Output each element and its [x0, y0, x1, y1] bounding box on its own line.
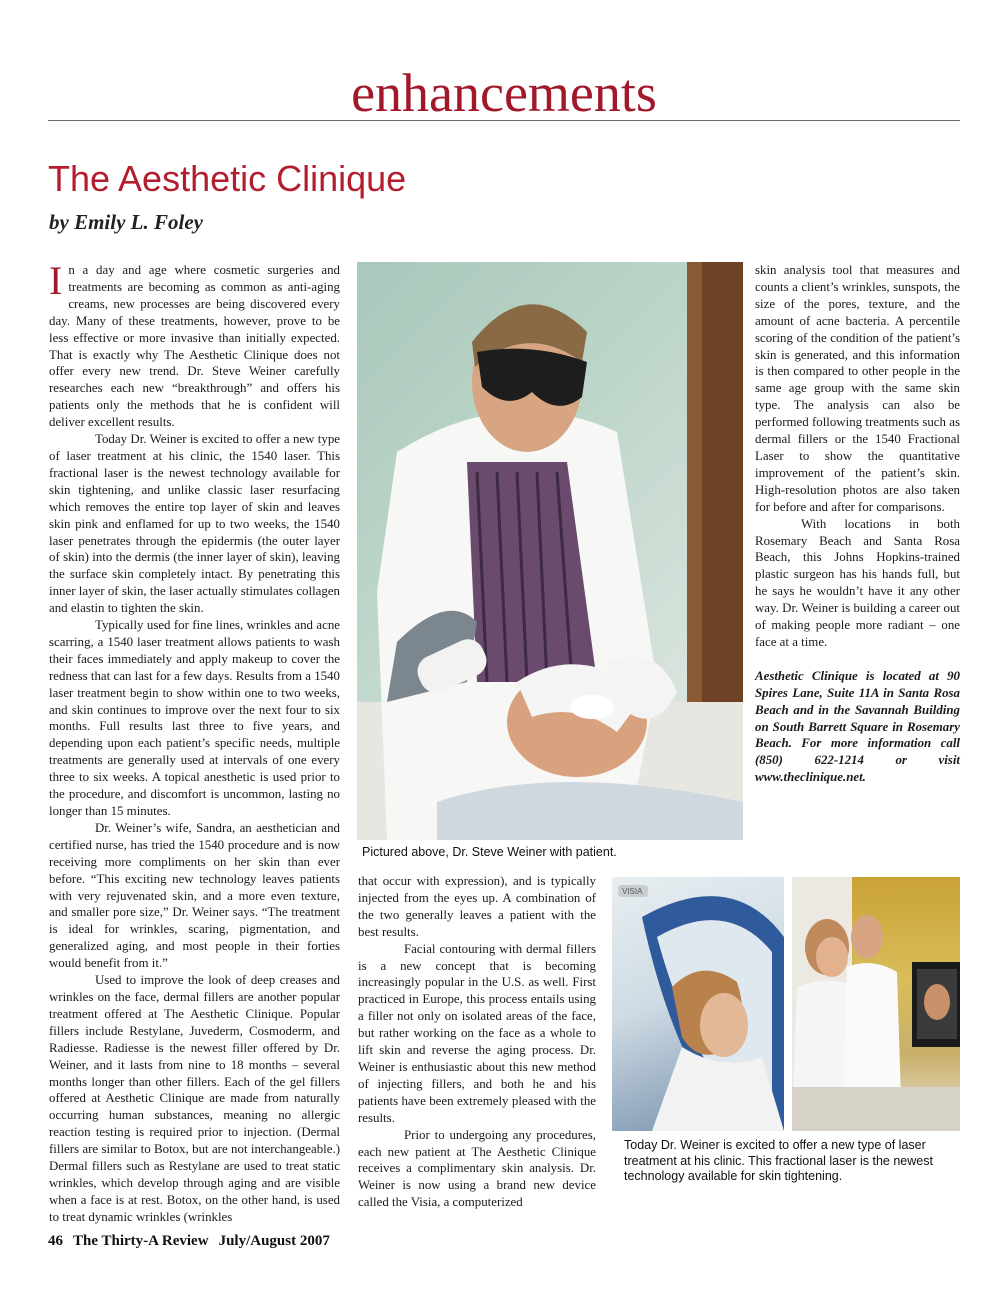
- magazine-name: The Thirty-A Review: [73, 1233, 209, 1249]
- photo-illustration: [792, 877, 960, 1131]
- paragraph: Prior to undergoing any procedures, each new patient at The Aesthetic Clinique receives a complimentary skin analysis. Dr. Weiner is now using a brand new device called the Visia, a computerized: [358, 1127, 596, 1210]
- paragraph: skin analysis tool that measures and counts a client’s wrinkles, sunspots, the size of the pores, texture, and the amount of acne bacteria. A percentile scoring of the condition of the patient’s skin is generated, and this information is then compared to other people in the same age group with the same skin type. The analysis can also be performed following treatments such as dermal fillers or the 1540 Fractional Laser to show the quantitative improvement of the patient’s skin. High-resolution photos are also taken for before and after for comparisons.: [755, 263, 960, 514]
- paragraph: that occur with expression), and is typically injected from the eyes up. A combination of the two generally leaves a patient with the best results.: [358, 874, 596, 939]
- page-number: 46: [48, 1233, 63, 1249]
- paragraph: Typically used for fine lines, wrinkles and acne scarring, a 1540 laser treatment allows patients to wash their faces immediately and apply makeup to cover the redness that can last for a few days. Results from a 1540 laser treatment begin to show within one to two weeks, and skin continues to improve over the next four to six months. Full results last three to five years, and depending upon each patient’s specific needs, multiple treatments are generally used at intervals of one every three to six weeks. A topical anesthetic is used prior to the procedure, and discomfort is uncommon, lasting no longer than 15 minutes.: [49, 618, 340, 818]
- photo-visia-analysis: [612, 877, 784, 1131]
- article-title: The Aesthetic Clinique: [48, 158, 407, 199]
- clinic-info: Aesthetic Clinique is located at 90 Spires Lane, Suite 11A in Santa Rosa Beach and in the Savannah Building on South Barrett Square in Rosemary Beach. For more information call (850) 622-1214 or visit www.theclinique.net.: [755, 668, 960, 785]
- byline: by Emily L. Foley: [49, 210, 203, 234]
- paragraph: Today Dr. Weiner is excited to offer a new type of laser treatment at his clinic, the 1540 laser. This fractional laser is the newest technology available for skin tightening, and unlike classic laser resurfacing which removes the entire top layer of skin and leaves skin pink and enflamed for up to two weeks, the 1540 laser penetrates through the epidermis (the outer layer of skin) into the dermis (the inner layer of skin), leaving the surface skin completely intact. By penetrating this inner layer of skin, the laser actually stimulates collagen and elastin to tighten the skin.: [49, 432, 340, 616]
- article-column-2: [358, 873, 596, 1211]
- drop-cap: I: [49, 258, 63, 303]
- photo-caption-main: Pictured above, Dr. Steve Weiner with patient.: [362, 845, 617, 859]
- photo-illustration: [357, 262, 743, 840]
- visia-label: VISIA: [622, 887, 643, 896]
- paragraph: Facial contouring with dermal fillers is a new concept that is becoming increasingly popular in the U.S. as well. First practiced in Europe, this process entails using a filler not only on isolated areas of the face, but rather working on the face as a whole to lift skin and reverse the aging process. Dr. Weiner is enthusiastic about this new method of injecting fillers, and both he and his patients have been extremely pleased with the results.: [358, 941, 596, 1125]
- photo-doctor-with-patient: [357, 262, 743, 840]
- section-header: enhancements: [351, 63, 657, 123]
- photo-caption-bottom: Today Dr. Weiner is excited to offer a new type of laser treatment at his clinic. This fractional laser is the newest technology available for skin tightening.: [624, 1138, 933, 1183]
- issue-date: July/August 2007: [218, 1233, 330, 1249]
- paragraph: Used to improve the look of deep creases and wrinkles on the face, dermal fillers are another popular treatment offered at The Aesthetic Clinique. Popular fillers include Restylane, Juvederm, Cosmoderm, and Radiesse. Radiesse is the newest filler offered by Dr. Weiner, and it lasts from nine to 18 months – several months longer than other fillers. Each of the gel fillers offered at Aesthetic Clinique are made from naturally occurring human substances, meaning no allergic reaction testing is required prior to injection. (Dermal fillers are similar to Botox, but are not interchangeable.) Dermal fillers such as Restylane are used to treat static wrinkles, which develop through aging and are visible when a face is at rest. Botox, on the other hand, is used to treat dynamic wrinkles (wrinkles: [49, 973, 340, 1224]
- article-column-3: [755, 262, 960, 786]
- paragraph: Dr. Weiner’s wife, Sandra, an aesthetician and certified nurse, has tried the 1540 procedure and is now receiving more compliments on her skin than ever before. “This exciting new technology leaves patients with very rejuvenated skin, and a more even texture, and smaller pore size,” Dr. Weiner says. “The treatment is ideal for wrinkles, scaring, pigmentation, and generalized aging, and most people in their forties would benefit from it.”: [49, 820, 340, 971]
- photo-illustration: [612, 877, 784, 1131]
- header-rule: [48, 120, 960, 121]
- photo-doctor-at-screen: [792, 877, 960, 1131]
- paragraph: With locations in both Rosemary Beach and Santa Rosa Beach, this Johns Hopkins-trained plastic surgeon has his hands full, but he says he wouldn’t have it any other way. Dr. Weiner is building a career out of making people more radiant – one face at a time.: [755, 516, 960, 649]
- article-column-1: [49, 258, 340, 1226]
- paragraph-intro: [49, 258, 340, 431]
- page-footer: [48, 1233, 340, 1250]
- intro-text: n a day and age where cosmetic surgeries and treatments are becoming as common as anti-aging creams, new processes are being discovered every day. Many of these treatments, however, prove to be less effective or more invasive than initially expected. That is exactly why The Aesthetic Clinique does not offer every new trend. Dr. Steve Weiner carefully researches each new “breakthrough” and offers his patients only the methods that he is confident will deliver excellent results.: [49, 263, 340, 430]
